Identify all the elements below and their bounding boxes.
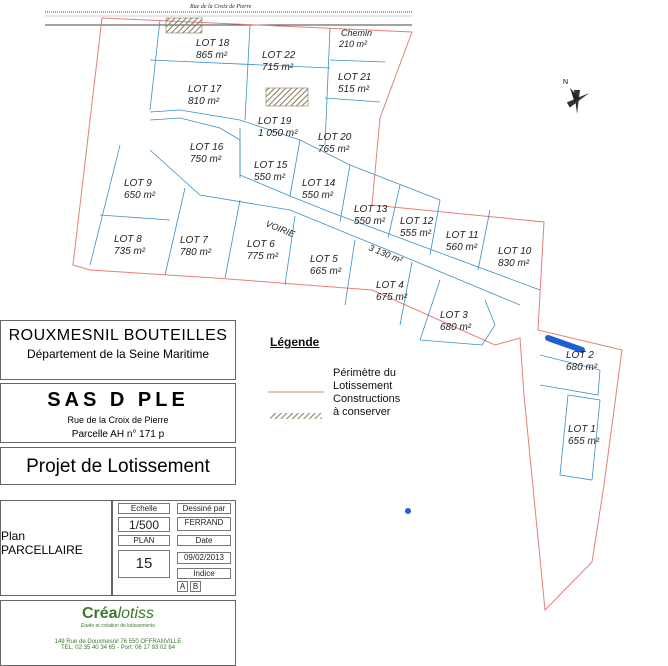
department-name: Département de la Seine Maritime xyxy=(26,347,210,361)
street-name: Rue de la Croix de Pierre xyxy=(190,4,252,10)
lot-name: LOT 11 xyxy=(446,230,479,241)
lot-name: LOT 10 xyxy=(498,246,532,257)
lot-name: LOT 20 xyxy=(318,132,352,143)
lot-area: 665 m² xyxy=(310,266,342,277)
lot-area: 550 m² xyxy=(254,172,286,183)
legend-title: Légende xyxy=(270,335,320,349)
lot-name: LOT 3 xyxy=(440,310,468,321)
lot-name: LOT 7 xyxy=(180,235,208,246)
legend-perimeter xyxy=(333,367,400,419)
lot-name: LOT 1 xyxy=(568,424,596,435)
legend-perimeter-l1: Périmètre du xyxy=(333,367,396,379)
brand-bold: Créa xyxy=(81,605,118,622)
lot-area: 555 m² xyxy=(400,228,432,239)
construction-block xyxy=(166,18,202,33)
lot-name: LOT 8 xyxy=(114,234,142,245)
compass-north: N xyxy=(563,79,569,86)
blue-dot xyxy=(405,508,411,514)
voirie-name: VOIRIE xyxy=(264,218,297,240)
lot-area: 680 m² xyxy=(566,362,598,373)
lot-name: LOT 17 xyxy=(188,84,222,95)
lot-name: LOT 6 xyxy=(247,239,275,250)
company-tagline: Etude et création de lotissements xyxy=(81,623,155,629)
lot-name: LOT 21 xyxy=(338,72,372,83)
blue-marker xyxy=(548,338,582,350)
plan-line2: PARCELLAIRE xyxy=(1,543,83,557)
lot-area: 810 m² xyxy=(188,96,220,107)
lot-name: LOT 22 xyxy=(262,50,296,61)
legend-hatch-swatch xyxy=(270,413,322,419)
project-title: Projet de Lotissement xyxy=(26,456,210,477)
date-value: 09/02/2013 xyxy=(177,552,231,564)
lot-name: LOT 4 xyxy=(376,280,404,291)
lot-area: 775 m² xyxy=(247,251,279,262)
construction-block xyxy=(266,88,308,106)
lot-area: 715 m² xyxy=(262,62,294,73)
commune-name: ROUXMESNIL BOUTEILLES xyxy=(8,327,228,344)
lot-area: 560 m² xyxy=(446,242,478,253)
echelle-value: 1/500 xyxy=(118,517,170,532)
commune-box xyxy=(0,320,236,380)
lot-area: 655 m² xyxy=(568,436,600,447)
plan-label: PLAN xyxy=(118,535,170,546)
indice-a: A xyxy=(177,581,188,592)
company-box xyxy=(0,600,236,666)
company-contact: TEL. 02 35 40 34 65 - Port: 06 17 93 02 84 xyxy=(60,645,176,651)
echelle-label: Echelle xyxy=(118,503,170,514)
dessine-label: Dessiné par xyxy=(177,503,231,514)
legend-perimeter-l2: Lotissement xyxy=(333,380,393,392)
lot-name: LOT 9 xyxy=(124,178,152,189)
lot-area: 865 m² xyxy=(196,50,228,61)
voirie-area: 3 130 m² xyxy=(367,242,404,266)
plan-box xyxy=(0,500,112,596)
client-box xyxy=(0,383,236,443)
legend-constructions-l1: Constructions xyxy=(333,393,401,405)
chemin-name: Chemin xyxy=(341,28,373,38)
dessine-value: FERRAND xyxy=(177,517,231,531)
plan-number: 15 xyxy=(118,550,170,578)
project-box xyxy=(0,447,236,485)
lot-area: 1 050 m² xyxy=(258,128,298,139)
lot-area: 550 m² xyxy=(354,216,386,227)
lot-name: LOT 16 xyxy=(190,142,224,153)
meta-box xyxy=(112,500,236,596)
legend-constructions-l2: à conserver xyxy=(333,406,391,418)
plan-line1: Plan xyxy=(1,529,26,543)
lot-name: LOT 15 xyxy=(254,160,288,171)
company-address: 149 Rue de Douxmesnil 76 550 OFFRANVILLE xyxy=(54,639,182,645)
lot-name: LOT 5 xyxy=(310,254,338,265)
lot-area: 780 m² xyxy=(180,247,212,258)
client-address: Rue de la Croix de Pierre xyxy=(67,415,169,425)
lot-name: LOT 12 xyxy=(400,216,434,227)
lot-name: LOT 13 xyxy=(354,204,388,215)
lot-name: LOT 14 xyxy=(302,178,336,189)
indice-b: B xyxy=(190,581,201,592)
street-strip xyxy=(45,4,412,25)
lot-area: 515 m² xyxy=(338,84,370,95)
chemin-area: 210 m² xyxy=(339,39,368,49)
lot-area: 765 m² xyxy=(318,144,350,155)
lot-area: 750 m² xyxy=(190,154,222,165)
indice-label: Indice xyxy=(177,568,231,579)
legend-swatches xyxy=(268,386,328,422)
parcel-ref: Parcelle AH n° 171 p xyxy=(71,429,165,440)
lot-name: LOT 2 xyxy=(566,350,594,361)
lot-area: 680 m² xyxy=(440,322,472,333)
lot-name: LOT 19 xyxy=(258,116,292,127)
company-logo xyxy=(1,605,235,623)
lot-area: 650 m² xyxy=(124,190,156,201)
lot-area: 675 m² xyxy=(376,292,408,303)
lot-area: 550 m² xyxy=(302,190,334,201)
brand-italic: lotiss xyxy=(117,605,155,622)
lot-area: 735 m² xyxy=(114,246,146,257)
client-name: SAS D PLE xyxy=(47,389,189,411)
lot-area: 830 m² xyxy=(498,258,530,269)
compass-icon xyxy=(563,79,591,114)
lot-name: LOT 18 xyxy=(196,38,230,49)
date-label: Date xyxy=(177,535,231,546)
